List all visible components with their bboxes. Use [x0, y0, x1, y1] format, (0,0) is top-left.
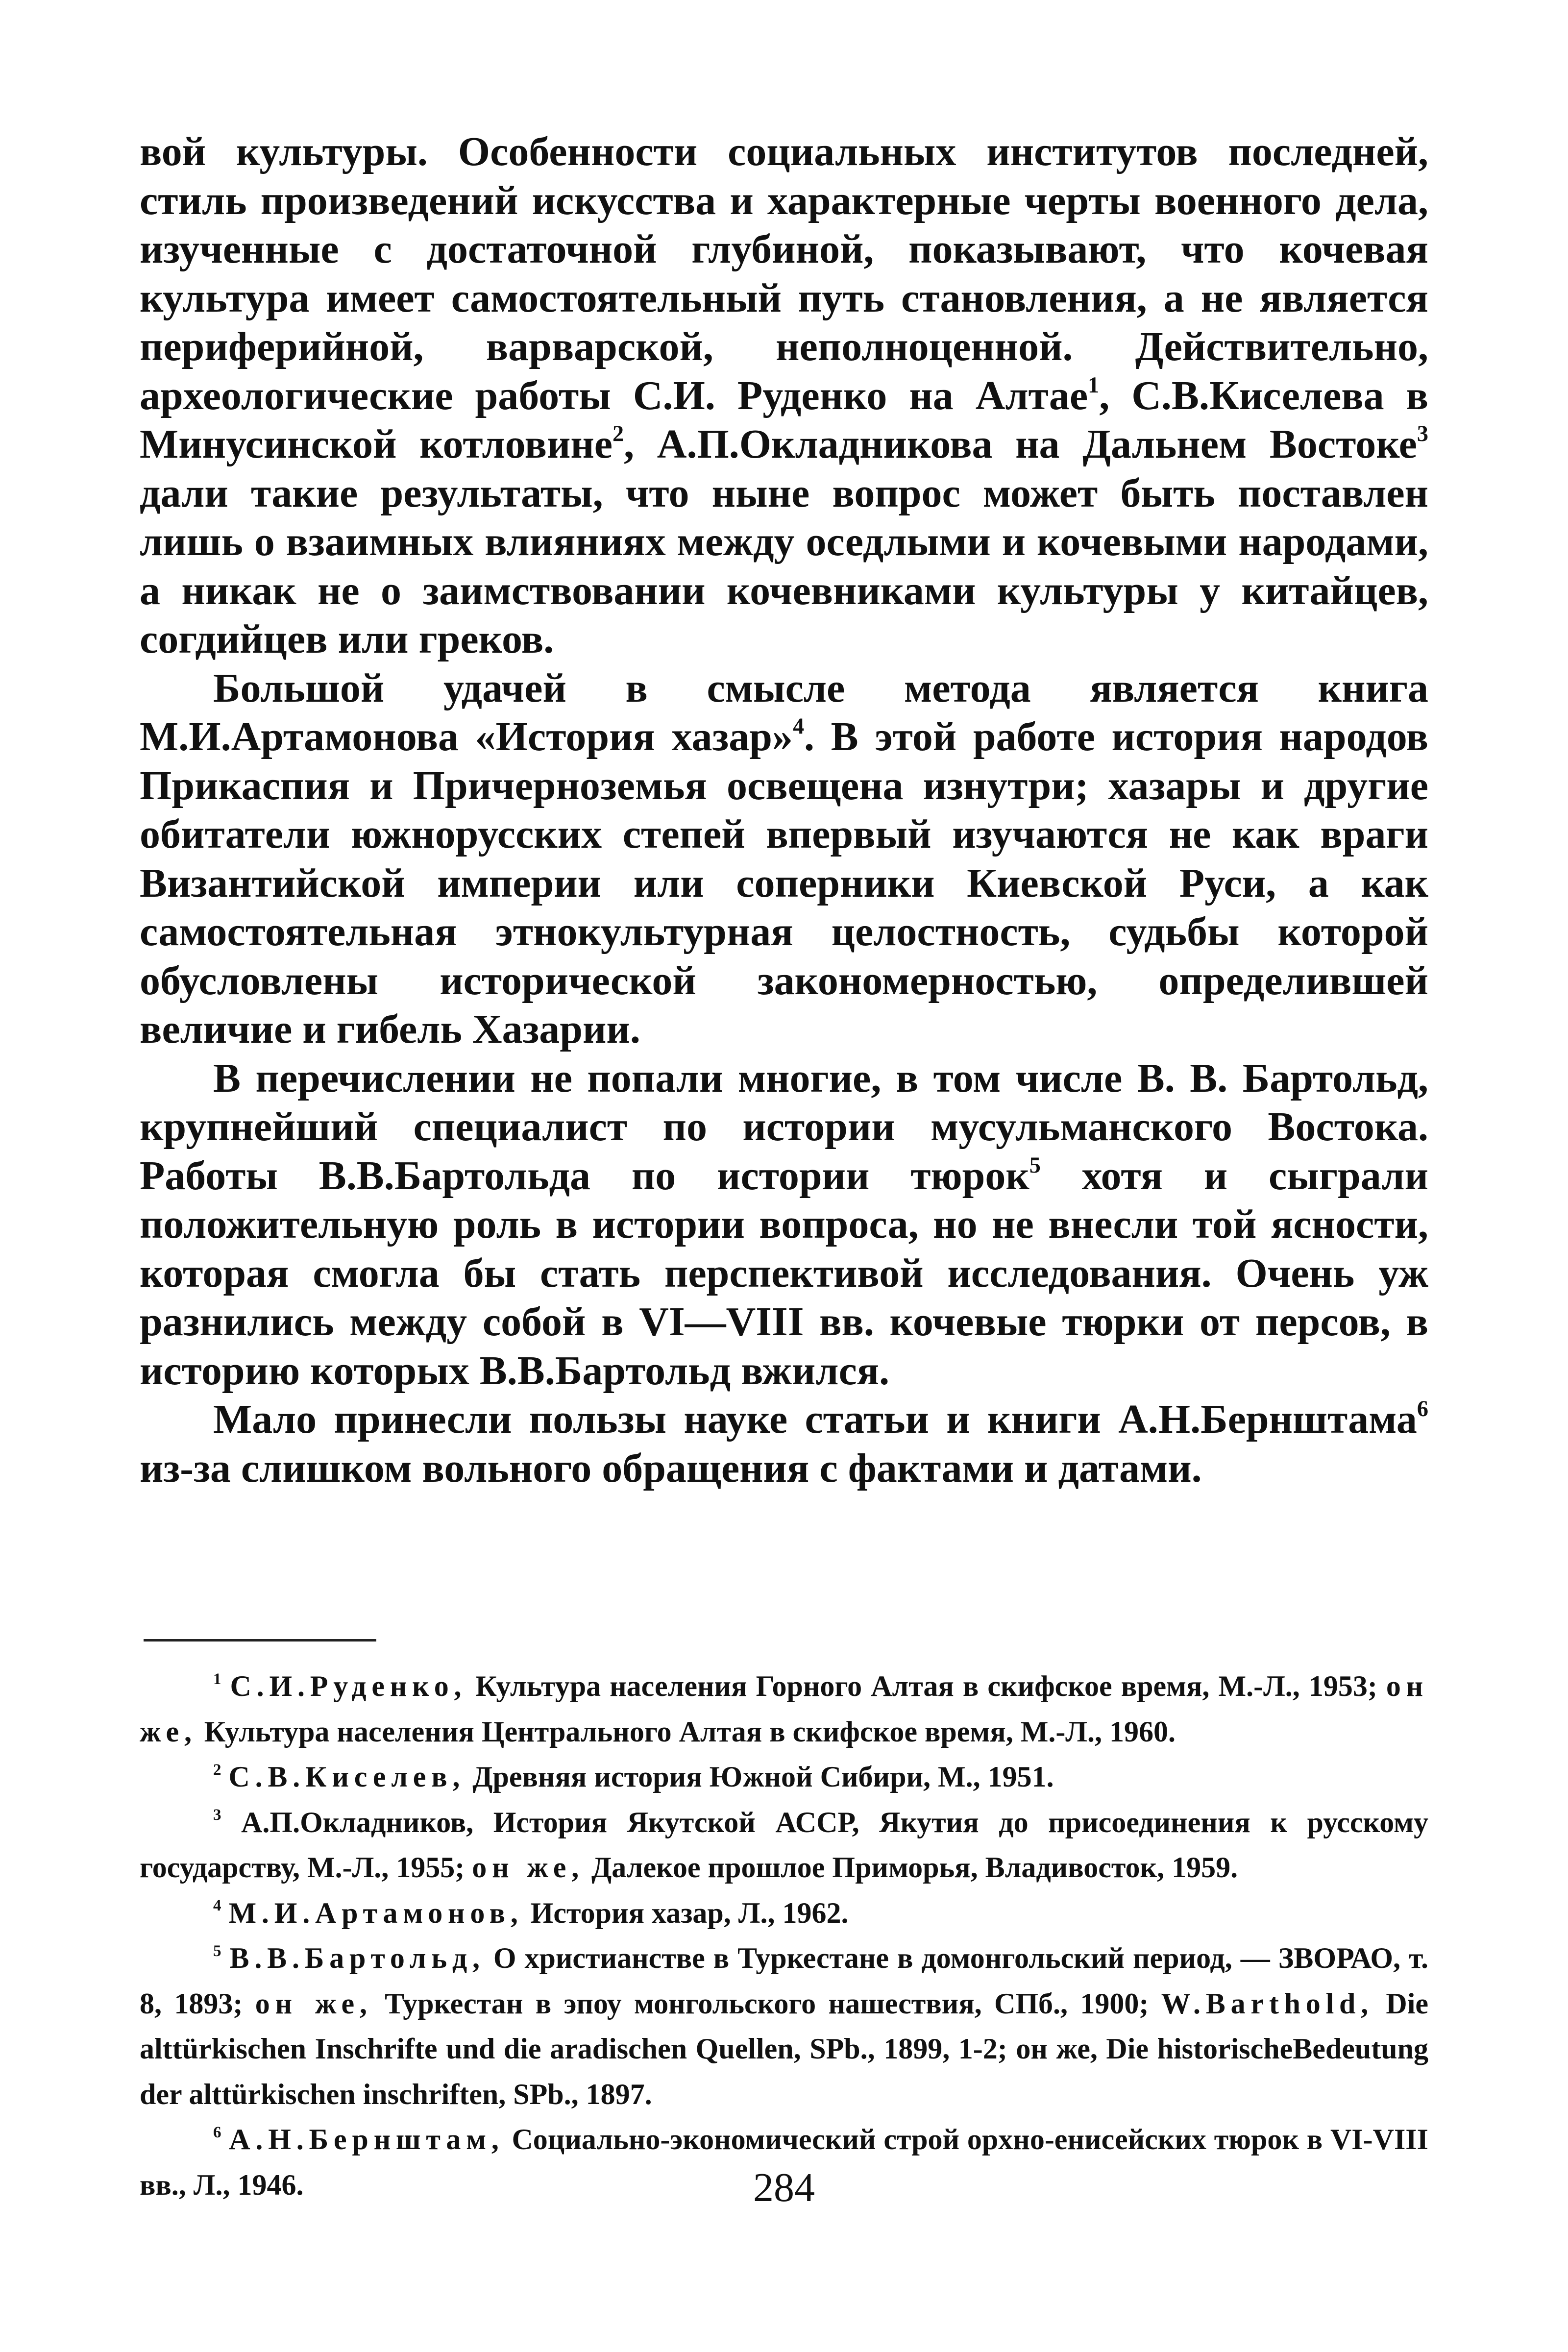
text-run: Мало принесли пользы науке статьи и книги А.Н.Бернштама [213, 1396, 1417, 1442]
footnote-3 [140, 1800, 1428, 1890]
footnote-2 [140, 1754, 1428, 1800]
text-run: В перечислении не попали многие, в том числе В. В. Бартольд, крупнейший специалист по истории мусульманского Востока. Работы В.В.Бартольда по истории тюрок [140, 1055, 1428, 1199]
text-run: , А.П.Окладникова на Дальнем Востоке [624, 421, 1417, 467]
footnote-1 [140, 1664, 1428, 1754]
footnote-text: История Якутской АССР, Якутия до присоединения к русскому государству, М.-Л., 1955; [140, 1806, 1429, 1884]
footnote-ref: 3 [1417, 421, 1428, 446]
footnote-author: W.Barthold, [1161, 1987, 1374, 2020]
footnote-number: 3 [213, 1806, 221, 1824]
footnote-ibid: он же, [255, 1987, 372, 2020]
footnote-author: М.И.Артамонов, [228, 1896, 523, 1929]
paragraph [140, 664, 1428, 1054]
footnote-author: В.В.Бартольд, [229, 1942, 485, 1974]
text-run: дали такие результаты, что ныне вопрос может быть поставлен лишь о взаимных влияниях между оседлыми и кочевыми народами, а никак не о заимствовании кочевниками культуры у китайцев, согдийцев или греков. [140, 470, 1428, 662]
footnote-ref: 4 [792, 713, 805, 739]
footnote-ref: 5 [1029, 1152, 1041, 1177]
footnote-ibid: он же, [140, 1670, 1429, 1748]
footnote-text: О христианстве в Туркестане в домонгольский период, — ЗВОРАО, т. 8, 1893; [140, 1942, 1429, 2020]
body-text [140, 127, 1428, 1493]
footnote-number: 6 [213, 2123, 221, 2141]
footnote-number: 1 [213, 1670, 221, 1688]
footnote-author: А.П.Окладников, [241, 1806, 474, 1838]
footnote-text: Древняя история Южной Сибири, М., 1951. [465, 1761, 1054, 1793]
footnote-ref: 6 [1417, 1396, 1428, 1421]
paragraph [140, 1054, 1428, 1396]
footnote-author: С.В.Киселев, [228, 1761, 466, 1793]
text-run: хотя и сыграли положительную роль в истории вопроса, но не внесли той ясности, которая смогла бы стать перспективой исследования. Очень уж разнились между собой в VI—VIII вв. кочевые тюрки от персов, в историю которых В.В.Бартольд вжился. [140, 1152, 1429, 1394]
text-run: , С.В.Киселева в Минусинской котловине [140, 372, 1428, 467]
footnote-text: Die alttürkischen Inschrifte und die aradischen Quellen, SPb., 1899, 1-2; он же, Die historischeBedeutung der alttürkischen inschriften, SPb., 1897. [140, 1987, 1429, 2110]
footnote-ibid: он же, [472, 1851, 584, 1884]
footnote-4 [140, 1890, 1428, 1936]
text-run: Большой удачей в смысле метода является книга М.И.Артамонова «История хазар» [140, 665, 1428, 760]
text-run: вой культуры. Особенности социальных институтов последней, стиль произведений искусства и характерные черты военного дела, изученные с достаточной глубиной, показывают, что кочевая культура имеет самостоятельный путь становления, а не является периферийной, варварской, неполноценной. Действительно, археологические работы С.И. Руденко на Алтае [140, 129, 1428, 418]
footnote-ref: 2 [612, 421, 624, 446]
footnote-number: 4 [213, 1897, 221, 1915]
footnote-text: Туркестан в эпоу монгольского нашествия, СПб., 1900; [372, 1987, 1161, 2020]
footnote-number: 2 [213, 1761, 221, 1779]
footnote-divider [144, 1639, 376, 1642]
footnote-number: 5 [213, 1942, 221, 1960]
paragraph [140, 127, 1428, 664]
footnotes [140, 1664, 1428, 2207]
text-run: . В этой работе история народов Прикаспия и Причерноземья освещена изнутри; хазары и другие обитатели южнорусских степей впервый изучаются не как враги Византийской империи или соперники Киевской Руси, а как самостоятельная этнокультурная целостность, судьбы которой обусловлены исторической закономерностью, определившей величие и гибель Хазарии. [140, 714, 1428, 1052]
footnote-5 [140, 1936, 1428, 2117]
footnote-ref: 1 [1088, 372, 1100, 397]
footnote-text: Культура населения Горного Алтая в скифское время, М.-Л., 1953; [466, 1670, 1386, 1702]
footnote-author: А.Н.Бернштам, [229, 2123, 504, 2156]
footnote-author: С.И.Руденко, [230, 1670, 467, 1702]
footnote-text: Социально-экономический строй орхно-енисейских тюрок в VI-VIII вв., Л., 1946. [140, 2123, 1429, 2201]
footnote-text: Далекое прошлое Приморья, Владивосток, 1959. [584, 1851, 1238, 1884]
text-run: из-за слишком вольного обращения с фактами и датами. [140, 1445, 1202, 1491]
footnote-text: Культура населения Центрального Алтая в скифское время, М.-Л., 1960. [196, 1715, 1176, 1748]
page-number: 284 [753, 2165, 815, 2210]
paragraph [140, 1395, 1428, 1493]
footnote-text: История хазар, Л., 1962. [523, 1896, 849, 1929]
